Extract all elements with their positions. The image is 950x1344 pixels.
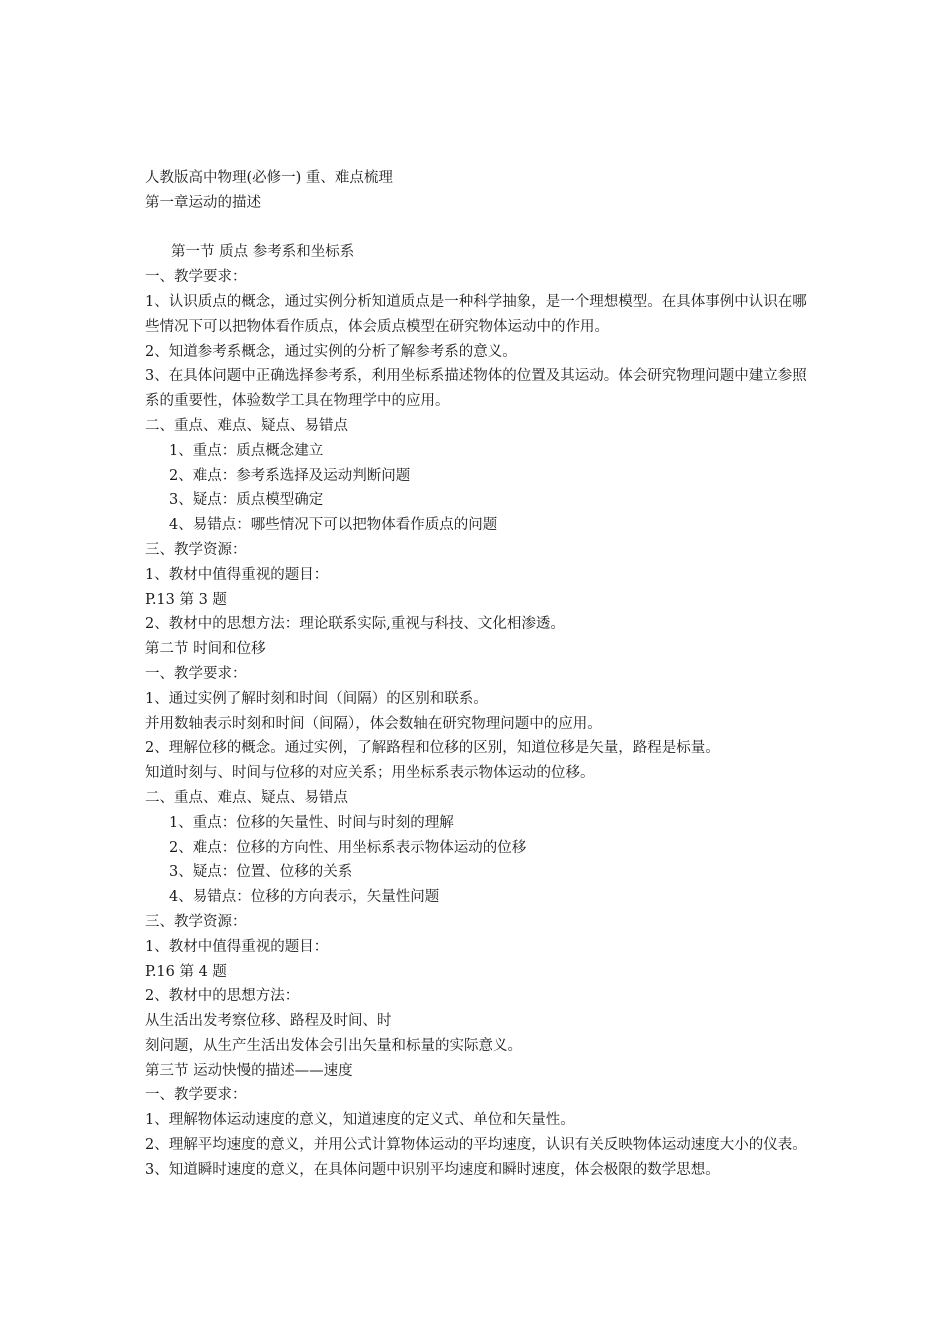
document-lines bbox=[145, 240, 813, 1182]
document-line: 3、知道瞬时速度的意义，在具体问题中识别平均速度和瞬时速度，体会极限的数学思想。 bbox=[145, 1161, 720, 1178]
document-line: 1、重点：位移的矢量性、时间与时刻的理解 bbox=[169, 814, 454, 831]
document-line: 3、在具体问题中正确选择参考系，利用坐标系描述物体的位置及其运动。体会研究物理问题中建立参照系的重要性，体验数学工具在物理学中的应用。 bbox=[145, 368, 807, 410]
document-line: 1、通过实例了解时刻和时间（间隔）的区别和联系。 bbox=[145, 690, 488, 707]
document-line: 2、理解位移的概念。通过实例，了解路程和位移的区别，知道位移是矢量，路程是标量。 bbox=[145, 740, 720, 757]
document-line: P.16 第 4 题 bbox=[145, 963, 227, 980]
document-line: 二、重点、难点、疑点、易错点 bbox=[145, 417, 348, 434]
document-line: 第二节 时间和位移 bbox=[145, 641, 266, 658]
document-line: 3、疑点：位置、位移的关系 bbox=[169, 864, 353, 881]
document-line: 1、理解物体运动速度的意义，知道速度的定义式、单位和矢量性。 bbox=[145, 1112, 575, 1129]
document-line: 一、教学要求： bbox=[145, 269, 247, 286]
document-line: 一、教学要求： bbox=[145, 665, 247, 682]
document-line: 从生活出发考察位移、路程及时间、时 bbox=[145, 1013, 392, 1030]
document-line: 2、难点：位移的方向性、用坐标系表示物体运动的位移 bbox=[169, 839, 527, 856]
document-line: 一、教学要求： bbox=[145, 1087, 247, 1104]
document-line: 三、教学资源： bbox=[145, 913, 247, 930]
document-line: 3、疑点：质点模型确定 bbox=[169, 492, 324, 509]
document-line: 并用数轴表示时刻和时间（间隔），体会数轴在研究物理问题中的应用。 bbox=[145, 715, 602, 732]
document-line: 1、教材中值得重视的题目： bbox=[145, 938, 329, 955]
document-line: 2、知道参考系概念，通过实例的分析了解参考系的意义。 bbox=[145, 343, 517, 360]
document-line: 二、重点、难点、疑点、易错点 bbox=[145, 789, 348, 806]
document-line: 4、易错点：哪些情况下可以把物体看作质点的问题 bbox=[169, 517, 498, 534]
document-line: 1、认识质点的概念，通过实例分析知道质点是一种科学抽象，是一个理想模型。在具体事例中认识在哪些情况下可以把物体看作质点，体会质点模型在研究物体运动中的作用。 bbox=[145, 293, 807, 335]
document-line: P.13 第 3 题 bbox=[145, 591, 227, 608]
document-title: 人教版高中物理(必修一) 重、难点梳理 bbox=[145, 170, 393, 186]
chapter-heading: 第一章运动的描述 bbox=[145, 194, 261, 211]
document-line: 第三节 运动快慢的描述——速度 bbox=[145, 1062, 353, 1079]
document-line: 1、重点：质点概念建立 bbox=[169, 442, 324, 459]
document-line: 2、教材中的思想方法： bbox=[145, 988, 300, 1005]
document-line: 第一节 质点 参考系和坐标系 bbox=[171, 244, 355, 261]
document-line: 三、教学资源： bbox=[145, 541, 247, 558]
document-line: 4、易错点：位移的方向表示，矢量性问题 bbox=[169, 889, 440, 906]
document-line: 2、教材中的思想方法：理论联系实际,重视与科技、文化相渗透。 bbox=[145, 616, 565, 633]
document-line: 1、教材中值得重视的题目： bbox=[145, 566, 329, 583]
document-line: 知道时刻与、时间与位移的对应关系；用坐标系表示物体运动的位移。 bbox=[145, 765, 595, 782]
document-body bbox=[145, 166, 813, 1183]
document-line: 2、难点：参考系选择及运动判断问题 bbox=[169, 467, 411, 484]
spacer bbox=[145, 216, 813, 241]
document-line: 刻问题，从生产生活出发体会引出矢量和标量的实际意义。 bbox=[145, 1037, 522, 1054]
document-line: 2、理解平均速度的意义，并用公式计算物体运动的平均速度，认识有关反映物体运动速度大小的仪表。 bbox=[145, 1137, 807, 1154]
